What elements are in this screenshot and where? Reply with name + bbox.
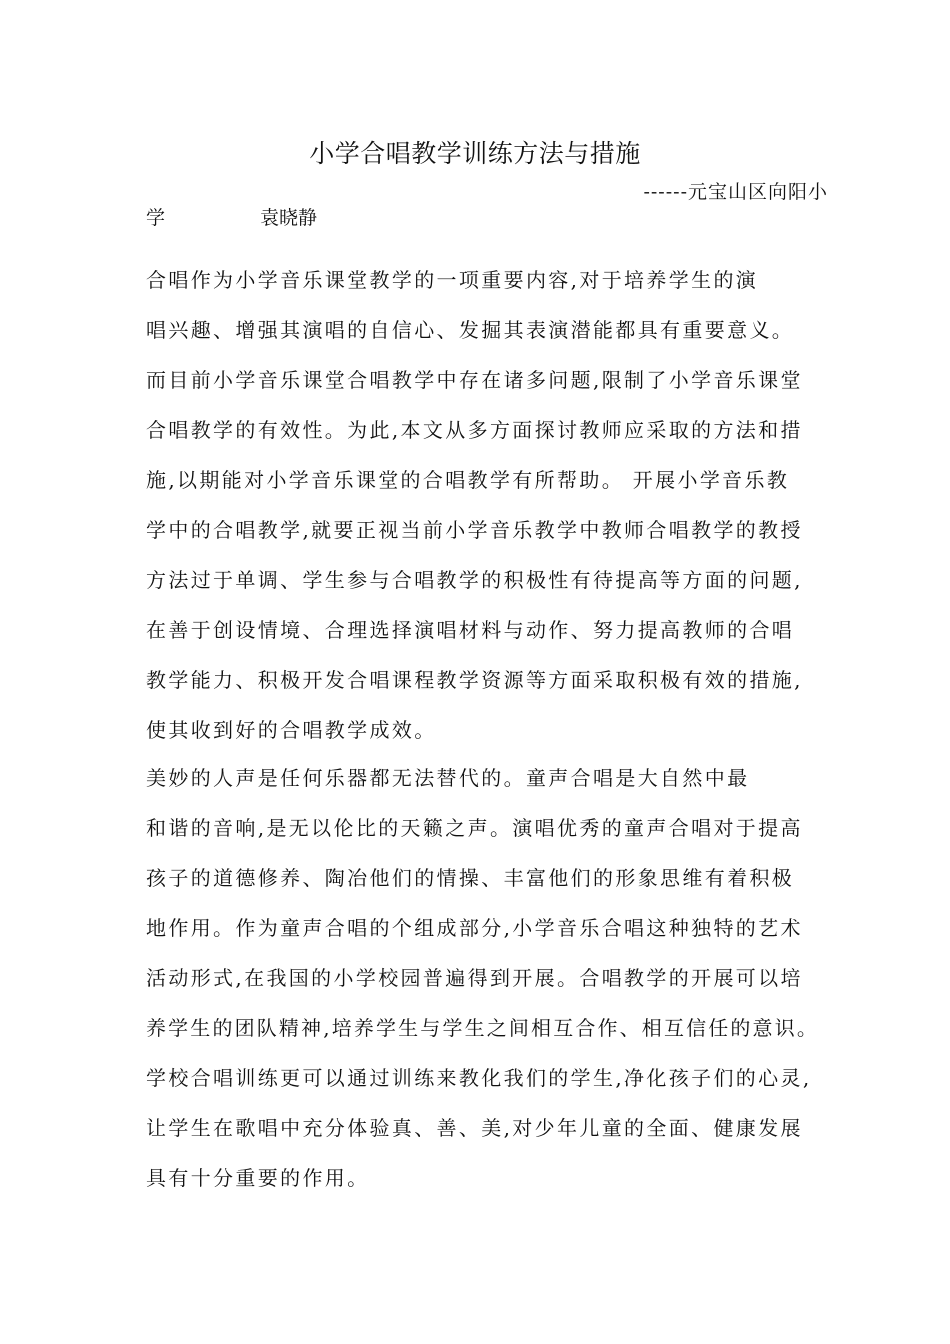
byline-school-suffix: 学 <box>146 207 166 229</box>
paragraph-line: 使其收到好的合唱教学成效。 <box>146 718 437 742</box>
paragraph-line: 方法过于单调、学生参与合唱教学的积极性有待提高等方面的问题, <box>146 568 803 592</box>
paragraph-line: 活动形式,在我国的小学校园普遍得到开展。合唱教学的开展可以培 <box>146 966 803 990</box>
paragraph-line: 唱兴趣、增强其演唱的自信心、发掘其表演潜能都具有重要意义。 <box>146 318 795 342</box>
paragraph-line: 学中的合唱教学,就要正视当前小学音乐教学中教师合唱教学的教授 <box>146 518 803 542</box>
paragraph-line: 教学能力、积极开发合唱课程教学资源等方面采取积极有效的措施, <box>146 668 803 692</box>
paragraph-line: 孩子的道德修养、陶冶他们的情操、丰富他们的形象思维有着积极 <box>146 866 795 890</box>
paragraph-line: 在善于创设情境、合理选择演唱材料与动作、努力提高教师的合唱 <box>146 618 795 642</box>
paragraph-line: 合唱教学的有效性。为此,本文从多方面探讨教师应采取的方法和措 <box>146 418 803 442</box>
byline-school-prefix: ------元宝山区向阳小 <box>643 181 828 203</box>
paragraph-line: 合唱作为小学音乐课堂教学的一项重要内容,对于培养学生的演 <box>146 268 759 292</box>
document-title: 小学合唱教学训练方法与措施 <box>309 139 641 168</box>
paragraph-line: 施,以期能对小学音乐课堂的合唱教学有所帮助。 开展小学音乐教 <box>146 468 790 492</box>
paragraph-line: 养学生的团队精神,培养学生与学生之间相互合作、相互信任的意识。 <box>146 1016 820 1040</box>
paragraph-line: 和谐的音响,是无以伦比的天籁之声。演唱优秀的童声合唱对于提高 <box>146 816 803 840</box>
paragraph-line: 地作用。作为童声合唱的个组成部分,小学音乐合唱这种独特的艺术 <box>146 916 803 940</box>
paragraph-line: 让学生在歌唱中充分体验真、善、美,对少年儿童的全面、健康发展 <box>146 1116 803 1140</box>
paragraph-line: 具有十分重要的作用。 <box>146 1166 370 1190</box>
paragraph-line: 而目前小学音乐课堂合唱教学中存在诸多问题,限制了小学音乐课堂 <box>146 368 803 392</box>
author-name: 袁晓静 <box>260 207 318 229</box>
byline-school-suffix-row <box>146 203 318 230</box>
paragraph-line: 学校合唱训练更可以通过训练来教化我们的学生,净化孩子们的心灵, <box>146 1066 812 1090</box>
paragraph-line: 美妙的人声是任何乐器都无法替代的。童声合唱是大自然中最 <box>146 766 750 790</box>
